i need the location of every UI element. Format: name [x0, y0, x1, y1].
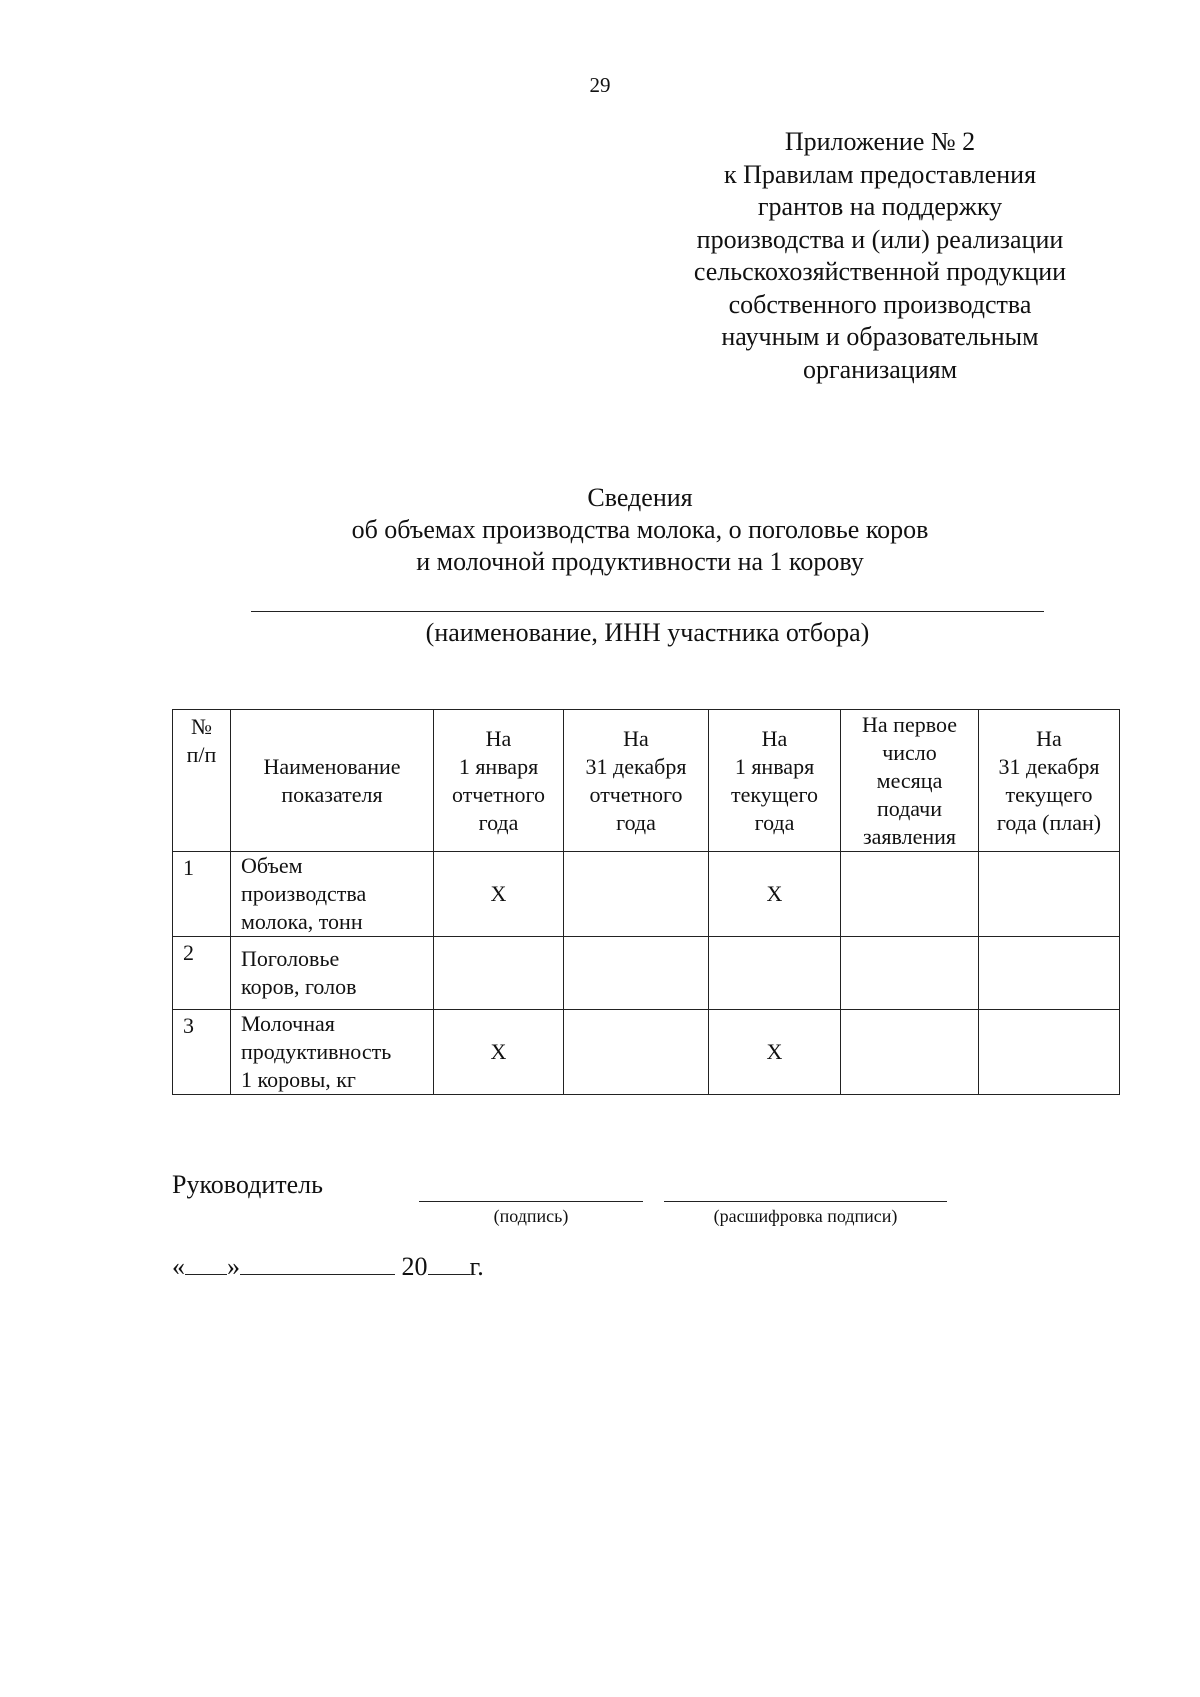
header-dec31-current-year-plan: [979, 710, 1120, 852]
header-line: п/п: [186, 742, 217, 767]
header-jan1-current-year: [709, 710, 841, 852]
date-line: [172, 1252, 484, 1282]
table-row: [173, 937, 1120, 1010]
header-dec31-reporting-year: [564, 710, 709, 852]
table-cell[interactable]: [841, 852, 979, 937]
table-row: [173, 852, 1120, 937]
table-cell[interactable]: [979, 1010, 1120, 1095]
appendix-line: сельскохозяйственной продукции: [693, 257, 1067, 286]
date-year-suffix: г.: [469, 1252, 484, 1281]
header-line: №: [191, 714, 212, 739]
row-name-line: коров, голов: [241, 974, 357, 999]
header-line: заявления: [862, 823, 957, 849]
header-line: текущего: [731, 781, 818, 807]
header-number: [173, 710, 231, 852]
header-line: отчетного: [451, 781, 546, 807]
appendix-line: собственного производства: [728, 289, 1032, 319]
row-name-line: продуктивность: [241, 1039, 392, 1064]
row-name-line: производства: [241, 881, 367, 906]
header-first-day-of-application-month: [841, 710, 979, 852]
header-line: На первое: [862, 711, 957, 737]
date-day-blank[interactable]: [185, 1252, 227, 1275]
header-line: число: [882, 739, 937, 765]
header-line: 31 декабря: [998, 753, 1100, 779]
date-month-blank[interactable]: [240, 1252, 395, 1275]
table-cell[interactable]: [841, 1010, 979, 1095]
signature-decoding-caption: (расшифровка подписи): [713, 1206, 898, 1226]
header-line: подачи: [876, 795, 943, 821]
header-line: Наименование: [263, 753, 401, 779]
date-year-prefix: 20: [401, 1252, 428, 1281]
table-cell[interactable]: [979, 937, 1120, 1010]
header-line: На: [761, 725, 788, 751]
table-cell: X: [434, 1010, 564, 1095]
appendix-heading: [640, 126, 1120, 386]
table-cell[interactable]: [564, 937, 709, 1010]
row-indicator-name: [231, 1010, 434, 1095]
row-name-line: молока, тонн: [241, 909, 363, 934]
row-number: 2: [173, 937, 231, 1010]
document-title: [240, 482, 1040, 578]
table-cell[interactable]: [709, 937, 841, 1010]
header-jan1-reporting-year: [434, 710, 564, 852]
title-line: Сведения: [587, 483, 693, 512]
title-line: и молочной продуктивности на 1 корову: [416, 547, 864, 576]
header-line: года (план): [996, 809, 1102, 835]
appendix-line: научным и образовательным: [721, 322, 1039, 351]
header-line: года: [478, 809, 519, 835]
table-cell: X: [434, 852, 564, 937]
header-line: На: [623, 725, 649, 751]
signature-caption: (подпись): [493, 1206, 569, 1226]
signature-blank-line[interactable]: [419, 1201, 643, 1202]
header-indicator-name: [231, 710, 434, 852]
table-cell: X: [709, 1010, 841, 1095]
appendix-line: к Правилам предоставления: [723, 159, 1037, 189]
appendix-line: Приложение № 2: [784, 127, 976, 156]
row-name-line: Поголовье: [241, 946, 340, 971]
participant-name-caption: (наименование, ИНН участника отбора): [425, 618, 870, 647]
date-open-quote: «: [172, 1252, 185, 1281]
data-table: [172, 709, 1120, 1095]
header-line: показателя: [281, 781, 383, 807]
appendix-line: организациям: [802, 354, 958, 384]
table-cell[interactable]: [564, 1010, 709, 1095]
date-close-quote: »: [227, 1252, 240, 1281]
header-line: 31 декабря: [585, 753, 687, 779]
header-line: 1 января: [458, 753, 539, 779]
header-line: месяца: [876, 767, 943, 793]
header-line: 1 января: [734, 753, 815, 779]
table-cell[interactable]: [434, 937, 564, 1010]
date-year-blank[interactable]: [428, 1252, 470, 1275]
row-name-line: 1 коровы, кг: [241, 1067, 356, 1092]
appendix-line: грантов на поддержку: [757, 192, 1003, 221]
table-cell[interactable]: [979, 852, 1120, 937]
signature-decoding-blank-line[interactable]: [664, 1201, 947, 1202]
header-line: года: [754, 809, 795, 835]
header-line: года: [616, 809, 656, 835]
row-indicator-name: [231, 937, 434, 1010]
table-cell[interactable]: [564, 852, 709, 937]
row-number: 1: [173, 852, 231, 937]
table-cell[interactable]: [841, 937, 979, 1010]
header-line: отчетного: [589, 781, 683, 807]
row-number: 3: [173, 1010, 231, 1095]
row-name-line: Объем: [241, 853, 303, 878]
row-name-line: Молочная: [241, 1011, 335, 1036]
row-indicator-name: [231, 852, 434, 937]
page-number: 29: [589, 73, 611, 97]
title-line: об объемах производства молока, о поголовье коров: [351, 515, 929, 544]
header-line: На: [485, 725, 512, 751]
appendix-line: производства и (или) реализации: [696, 224, 1064, 254]
header-line: текущего: [1005, 781, 1093, 807]
signature-label: Руководитель: [172, 1170, 323, 1199]
header-line: На: [1036, 725, 1062, 751]
participant-name-blank-line[interactable]: [251, 611, 1044, 612]
table-row: [173, 1010, 1120, 1095]
table-cell: X: [709, 852, 841, 937]
table-header-row: [173, 710, 1120, 852]
